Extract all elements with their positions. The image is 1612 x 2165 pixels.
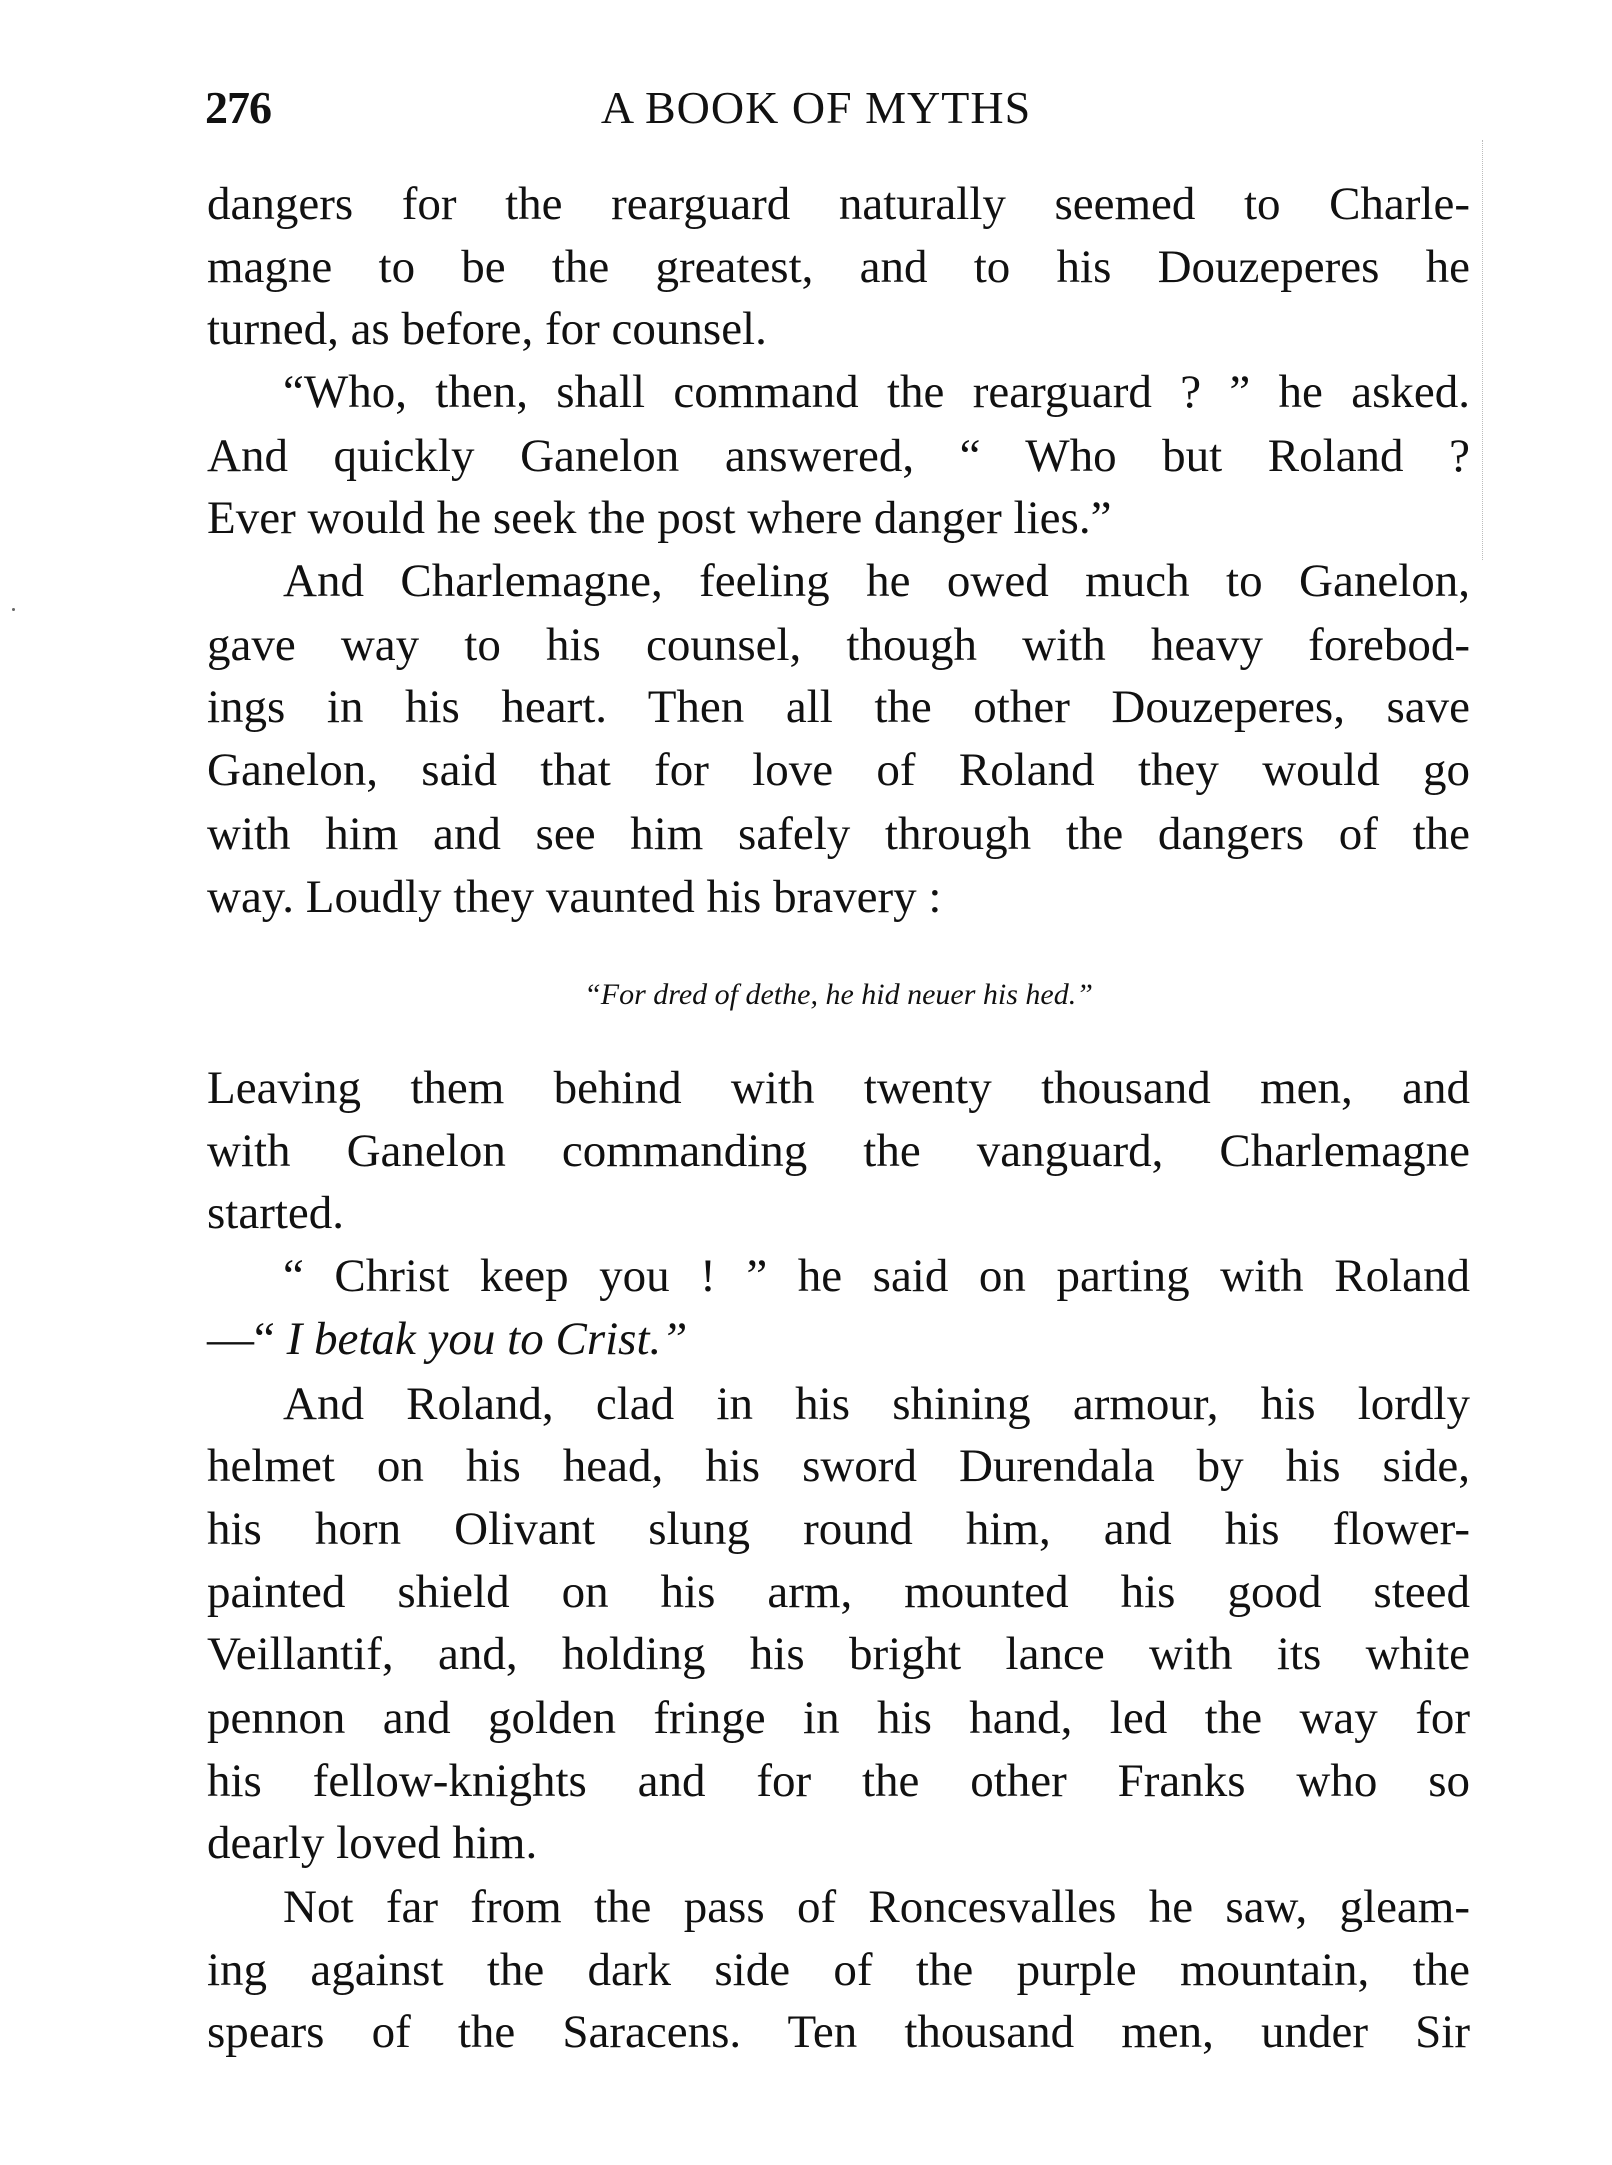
text-line: And Roland, clad in his shining armour, his lordly xyxy=(283,1378,1470,1430)
italic-phrase: I betak you to Crist.” xyxy=(286,1313,688,1365)
text-line: Not far from the pass of Roncesvalles he saw, gleam- xyxy=(283,1881,1470,1933)
text-line: Leaving them behind with twenty thousand men, and xyxy=(207,1062,1470,1114)
text-line: with him and see him safely through the dangers of the xyxy=(207,808,1470,860)
gutter-shadow xyxy=(1482,140,1483,560)
text-line: dangers for the rearguard naturally seemed to Charle- xyxy=(207,178,1470,230)
text-line: his fellow-knights and for the other Franks who so xyxy=(207,1755,1470,1807)
verse-quote: “For dred of dethe, he hid neuer his hed.” xyxy=(584,978,1093,1011)
text-line: gave way to his counsel, though with heavy forebod- xyxy=(207,619,1470,671)
text-line: Ganelon, said that for love of Roland they would go xyxy=(207,744,1470,796)
text-line: his horn Olivant slung round him, and his flower- xyxy=(207,1503,1470,1555)
text-line: with Ganelon commanding the vanguard, Charlemagne xyxy=(207,1125,1470,1177)
dash-quote: —“ xyxy=(207,1313,275,1365)
running-title: A BOOK OF MYTHS xyxy=(600,82,1032,133)
text-line: pennon and golden fringe in his hand, led the way for xyxy=(207,1692,1470,1744)
text-line: ing against the dark side of the purple mountain, the xyxy=(207,1944,1470,1996)
text-line: dearly loved him. xyxy=(207,1817,538,1869)
text-line: way. Loudly they vaunted his bravery : xyxy=(207,871,942,923)
text-line: helmet on his head, his sword Durendala by his side, xyxy=(207,1440,1470,1492)
text-line: spears of the Saracens. Ten thousand men, under Sir xyxy=(207,2006,1470,2058)
text-line: Ever would he seek the post where danger lies.” xyxy=(207,492,1112,544)
text-line xyxy=(207,1308,1470,1371)
text-line: ings in his heart. Then all the other Douzeperes, save xyxy=(207,681,1470,733)
text-line: painted shield on his arm, mounted his good steed xyxy=(207,1566,1470,1618)
page-number: 276 xyxy=(205,82,271,133)
text-line: turned, as before, for counsel. xyxy=(207,303,767,355)
scan-speck xyxy=(12,608,15,611)
text-line: And quickly Ganelon answered, “ Who but Roland ? xyxy=(207,430,1470,482)
text-line: magne to be the greatest, and to his Douzeperes he xyxy=(207,241,1470,293)
text-line: “Who, then, shall command the rearguard ? ” he asked. xyxy=(283,366,1470,418)
text-line: Veillantif, and, holding his bright lance with its white xyxy=(207,1628,1470,1680)
text-line: And Charlemagne, feeling he owed much to Ganelon, xyxy=(283,555,1470,607)
text-line: started. xyxy=(207,1187,345,1239)
text-line: “ Christ keep you ! ” he said on parting with Roland xyxy=(283,1250,1470,1302)
